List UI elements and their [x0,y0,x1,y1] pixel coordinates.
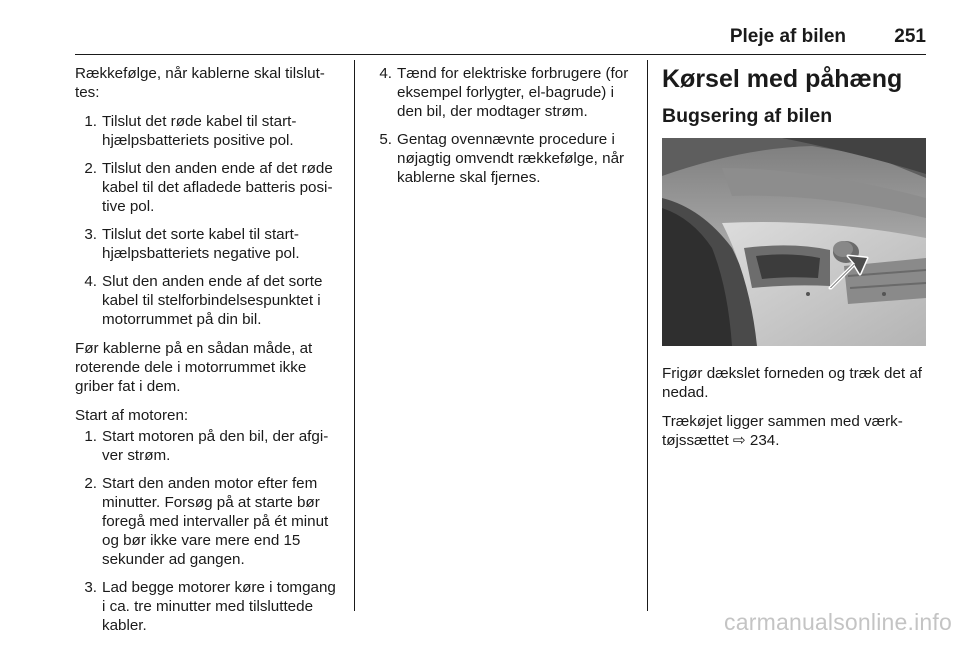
section-heading: Kørsel med påhæng [662,65,903,93]
list-item [77,225,337,263]
photo-caption: Frigør dækslet forneden og træk det af nedad. [662,365,922,401]
step-number: 4. [84,273,97,290]
step-number: 4. [379,65,392,82]
step-text: Tilslut den anden ende af det røde kabel til det afladede batteris positive pol. [102,160,333,215]
connect-intro: Rækkefølge, når kablerne skal tilsluttes: [75,65,325,101]
tow-eye-cover-photo [662,138,926,346]
column-right [662,64,926,460]
header-rule [75,54,926,55]
step-number: 3. [84,579,97,596]
step-number: 1. [84,428,97,445]
step-number: 2. [84,475,97,492]
list-item [372,64,636,121]
step-number: 5. [379,131,392,148]
tool-kit-reference [662,412,926,450]
list-item [77,112,337,150]
section-title: Pleje af bilen [729,26,846,47]
watermark: carmanualsonline.info [724,609,952,635]
step-number: 2. [84,160,97,177]
list-item [372,130,636,187]
reference-text: Trækøjet ligger sammen med værktøjssættet [662,413,903,449]
cable-note: Før kablerne på en sådan måde, at roterende dele i motorrummet ikke griber fat i dem. [75,340,313,395]
step-number: 1. [84,113,97,130]
column-left [75,64,337,645]
step-text: Lad begge motorer køre i tomgang i ca. tre minutter med tilsluttede kabler. [102,579,336,634]
step-text: Gentag ovennævnte procedure i nøjagtig omvendt rækkefølge, når kablerne skal fjernes. [397,131,625,186]
column-middle [372,64,636,197]
step-text: Tænd for elektriske forbrugere (for eksempel forlygter, el-bagrude) i den bil, der modtager strøm. [397,65,629,120]
page-header [75,26,926,50]
step-text: Start den anden motor efter fem minutter. Forsøg på at starte bør foregå med intervaller på ét minut og bør ikke vare mere end 15 sekunder ad gangen. [102,475,329,568]
subsection-heading: Bugsering af bilen [662,105,833,127]
list-item [77,272,337,329]
step-text: Tilslut det sorte kabel til starthjælpsbatteriets negative pol. [102,226,300,262]
start-steps [75,427,337,635]
column-divider-2 [647,60,648,611]
list-item [77,427,337,465]
list-item [77,474,337,569]
step-text: Tilslut det røde kabel til starthjælpsbatteriets positive pol. [102,113,297,149]
step-number: 3. [84,226,97,243]
list-item [77,578,337,635]
step-text: Start motoren på den bil, der afgiver strøm. [102,428,329,464]
reference-page: 234. [749,432,780,449]
continued-steps [372,64,636,187]
step-text: Slut den anden ende af det sorte kabel til stelforbindelsespunktet i motorrummet på din bil. [102,273,323,328]
list-item [77,159,337,216]
connect-steps [75,112,337,329]
page-reference-icon: ⇨ [732,432,746,449]
start-heading: Start af motoren: [75,407,189,424]
column-divider-1 [354,60,355,611]
page-number: 251 [894,26,926,47]
